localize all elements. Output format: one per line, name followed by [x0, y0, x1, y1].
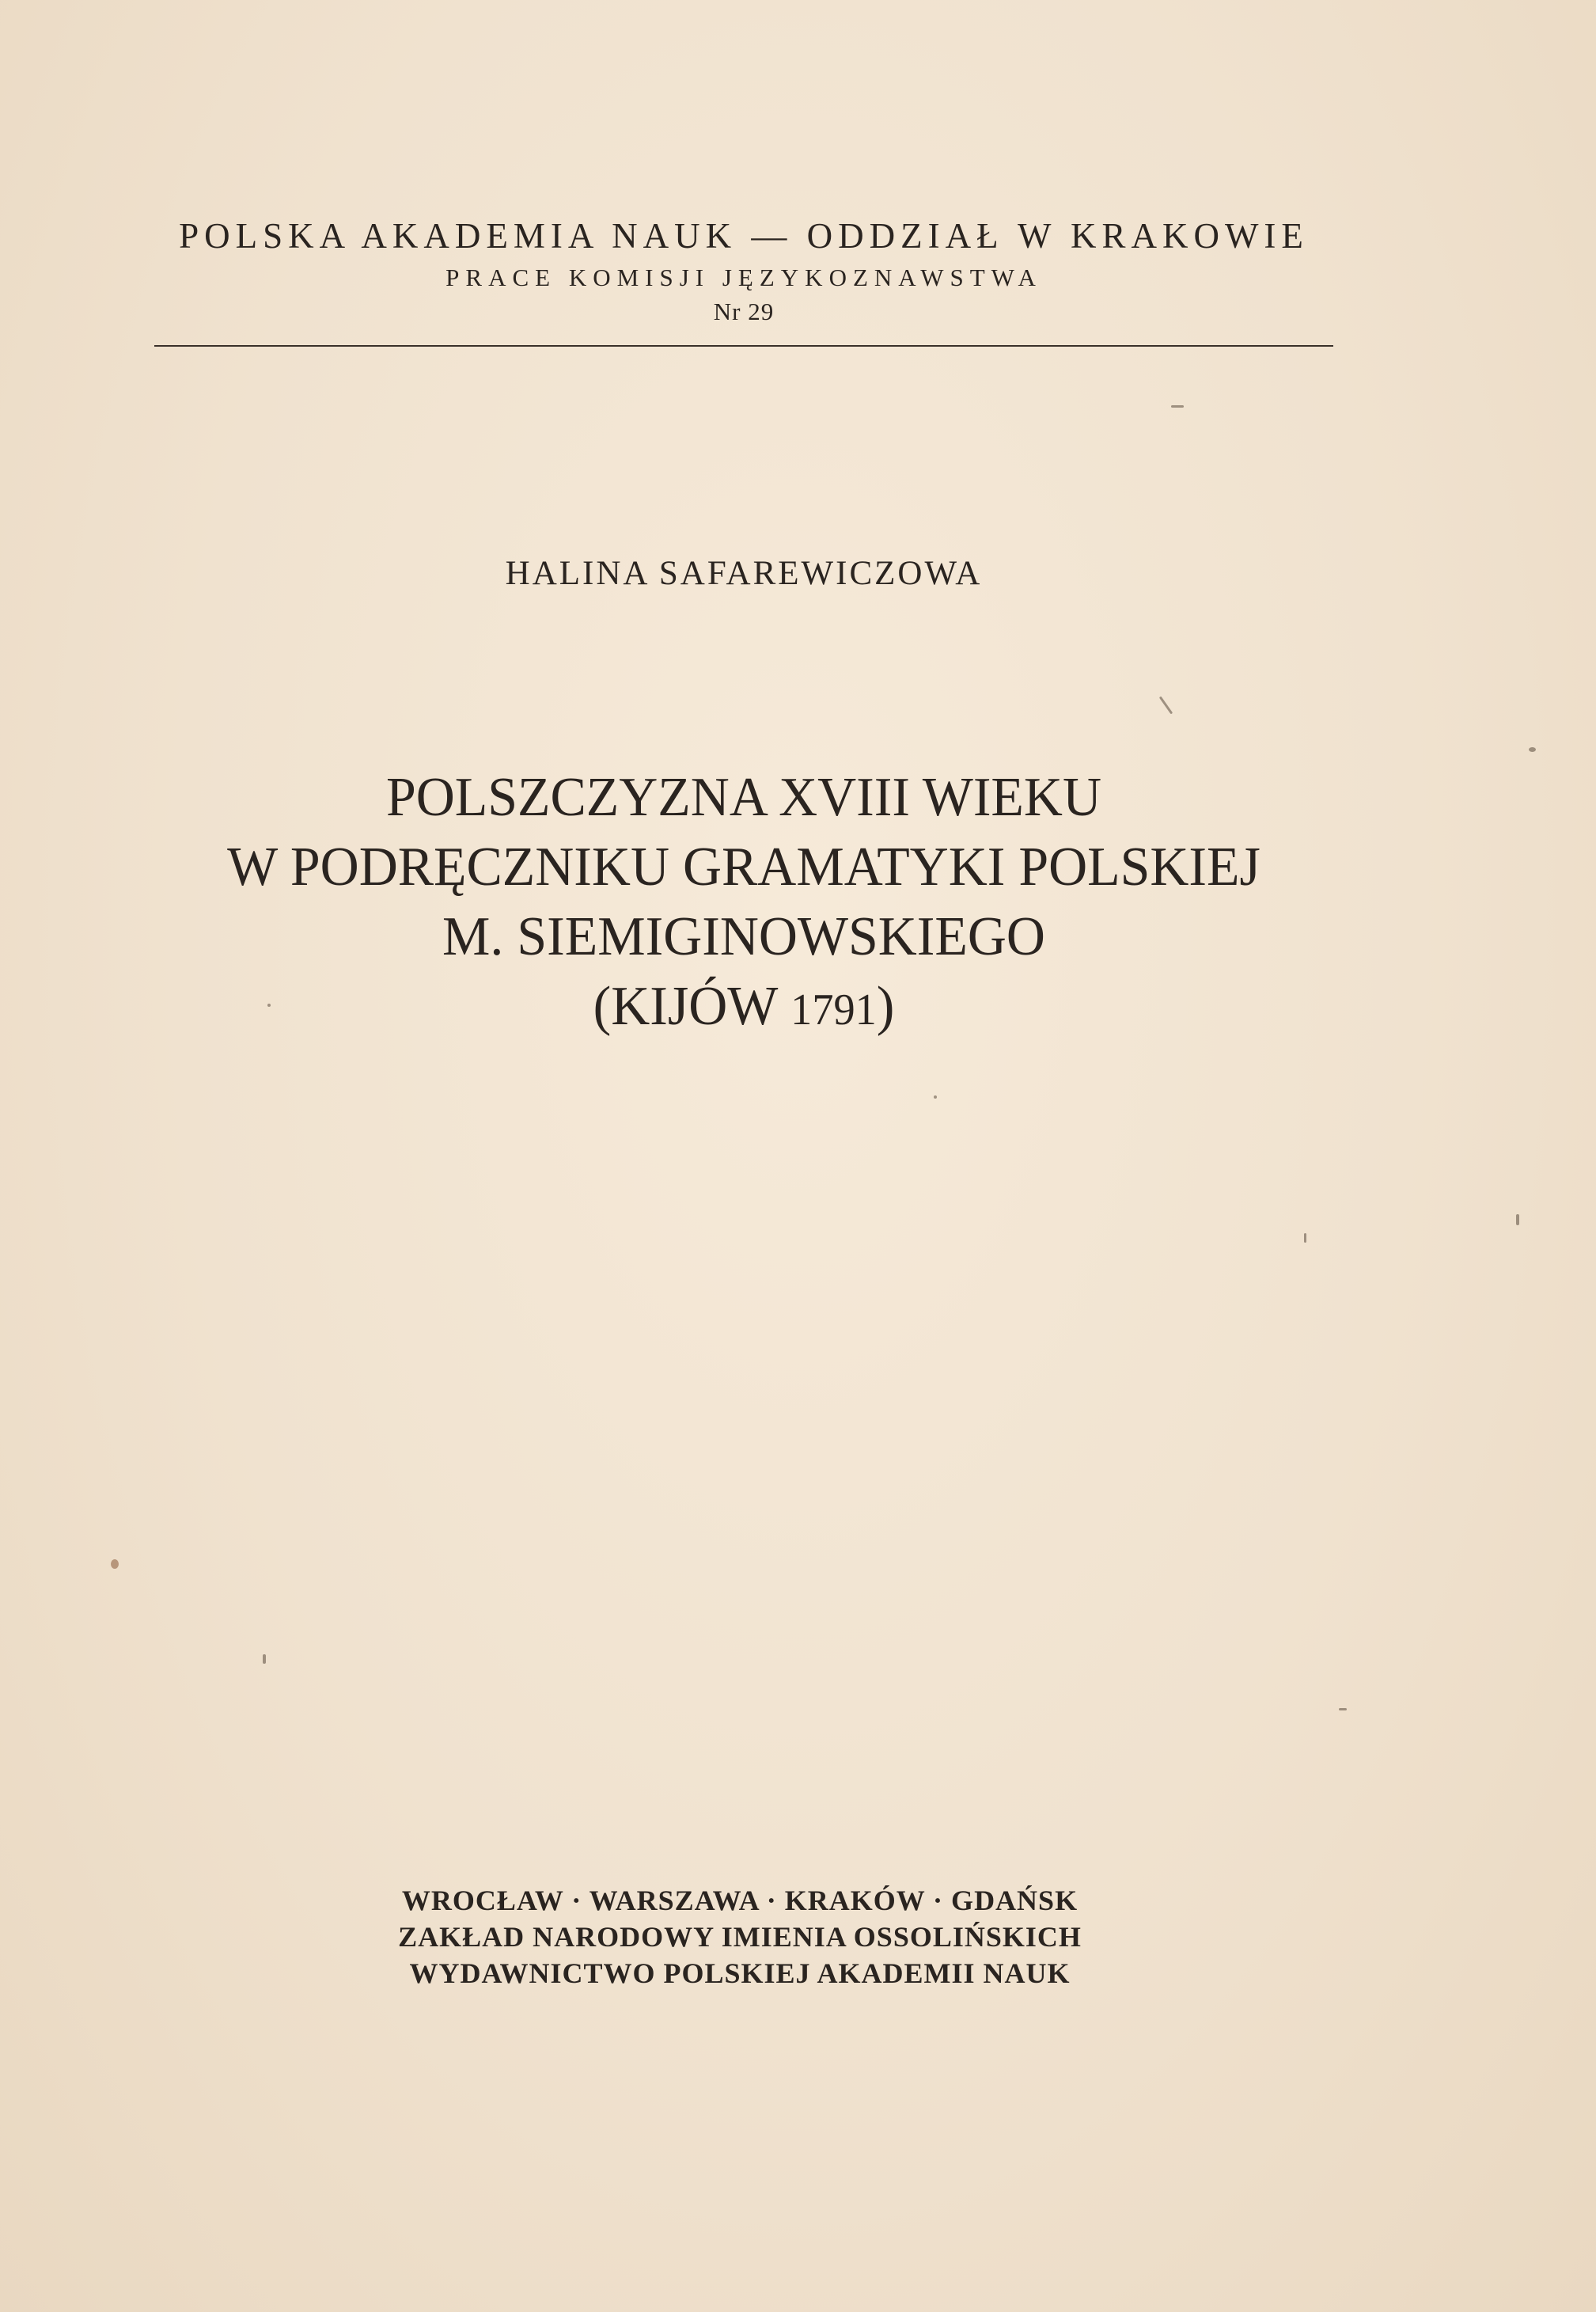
book-title: [111, 763, 1377, 1045]
title-line-4-prefix: (KIJÓW: [593, 976, 791, 1037]
speck: [1304, 1233, 1306, 1243]
publisher-cities: WROCŁAW · WARSZAWA · KRAKÓW · GDAŃSK: [401, 1885, 1079, 1916]
title-line-1: POLSZCZYZNA XVIII WIEKU: [385, 767, 1101, 828]
speck: [1529, 747, 1536, 752]
speck: [1339, 1708, 1347, 1710]
institution-name: POLSKA AKADEMIA NAUK — ODDZIAŁ W KRAKOWIE: [179, 216, 1309, 256]
title-line-2: W PODRĘCZNIKU GRAMATYKI POLSKIEJ: [227, 837, 1260, 898]
speck: [263, 1654, 266, 1664]
series-name: PRACE KOMISJI JĘZYKOZNAWSTWA: [445, 264, 1042, 291]
publisher-imprint: WYDAWNICTWO POLSKIEJ AKADEMII NAUK: [409, 1957, 1071, 1989]
title-year: 1791: [790, 985, 877, 1035]
speck: [1171, 405, 1184, 408]
header-divider: [154, 345, 1333, 347]
title-line-4: [130, 972, 1358, 1045]
speck: [111, 1559, 119, 1569]
title-line-3: M. SIEMIGINOWSKIEGO: [442, 906, 1045, 967]
publisher-name: ZAKŁAD NARODOWY IMIENIA OSSOLIŃSKICH: [398, 1921, 1082, 1953]
title-line-4-suffix: ): [876, 976, 895, 1037]
author-name: HALINA SAFAREWICZOWA: [505, 555, 983, 592]
series-number: Nr 29: [713, 298, 775, 325]
speck: [934, 1095, 937, 1099]
speck: [1516, 1214, 1519, 1225]
publisher-block: [237, 1882, 1242, 1991]
series-header: [154, 212, 1333, 328]
speck: [1159, 696, 1173, 714]
